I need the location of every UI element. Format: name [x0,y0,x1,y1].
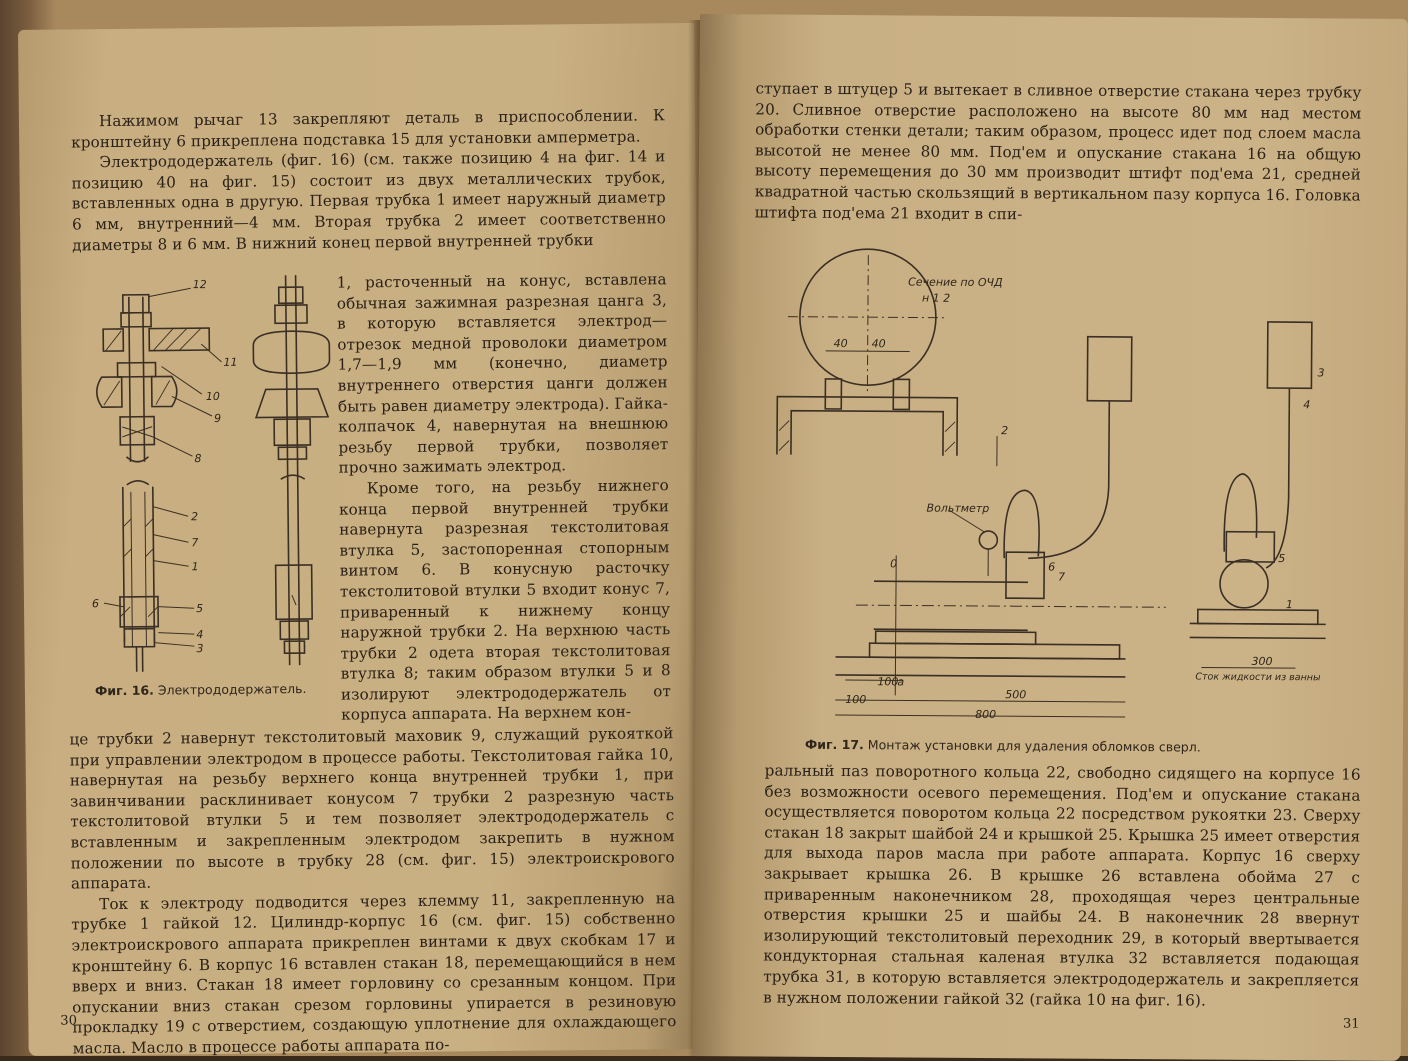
fig17-label: 3 [1317,366,1324,379]
fig16-label: 8 [194,452,201,465]
figure-16-caption [95,681,307,698]
fig16-label: 5 [196,602,203,615]
left-text-column [337,269,672,725]
fig17-label: Сток жидкости из ванны [1195,671,1321,683]
paragraph: Ток к электроду подводится через клемму 11, закрепленную на трубке 1 гайкой 12. Цилиндр-корпус 16 (см. фиг. 15) собственно электроискрового аппарата прикреплен винтами к двух скобкам 17 и кронштейну 6. В корпус 16 вставлен стакан 18, перемещающийся в нем вверх и вниз. Стакан 18 имеет горловину со срезанным концом. При опускании вниз стакан срезом горловины упирается в резиновую прокладку 19 с отверстием, создающую уплотнение для охлаждающего масла. Масло в процессе работы аппарата по- [71,888,677,1059]
fig16-label: 6 [92,597,99,610]
figure-16-number: Фиг. 16. [95,683,154,699]
fig17-label: н 1 2 [922,292,950,305]
right-text-top [755,78,1362,226]
fig17-label: 40 [872,337,886,350]
paragraph: Электрододержатель (фиг. 16) (см. также позицию 4 на фиг. 14 и позицию 40 на фиг. 15) состоит из двух металлических трубок, вставленных одна в другую. Первая трубка 1 имеет наружный диаметр 6 мм, внутренний—4 мм. Вторая трубка 2 имеет соответственно диаметры 8 и 6 мм. В нижний конец первой внутренней трубки [71,146,666,255]
fig16-label: 10 [206,390,220,403]
fig17-label: Сечение по ОЧД [908,275,1003,289]
fig17-label: 5 [1278,552,1285,565]
figure-16-drawing [80,265,334,680]
fig17-label: 300 [1251,655,1272,668]
left-text-bottom [69,723,676,1059]
fig17-label: 100 [877,675,898,688]
fig17-label: 40 [834,337,848,350]
fig17-label: 100 [845,693,866,706]
paragraph: це трубки 2 навернут текстолитовый маховик 9, служащий рукояткой при управлении электродом в процессе работы. Текстолитовая гайка 10, навернутая на резьбу верхнего конца внутренней трубки 1, при завинчивании расклинивает конусом 7 трубки 2 разрезную часть текстолитовой втулки 5 и тем позволяет электрододержатель с вставленным и закрепленным электродом закрепить в нужном положении по высоте в трубку 28 (см. фиг. 15) электроискрового аппарата. [69,723,675,894]
paragraph: ступает в штуцер 5 и вытекает в сливное отверстие стакана через трубку 20. Сливное отверстие расположено на высоте 80 мм над местом обработки стенки детали; таким образом, процесс идет под слоем масла высотой не менее 80 мм. Под'ем и опускание стакана 16 на общую высоту перемещения до 30 мм производит штифт под'ема 21, средней квадратной частью скользящий в вертикальном пазу корпуса 16. Головка штифта под'ема 21 входит в спи- [755,78,1362,226]
left-page [18,23,705,1056]
fig17-label: 6 [1048,560,1055,573]
fig17-label: а [897,675,904,688]
fig17-label: 0 [890,557,897,570]
fig17-label: Вольтметр [927,502,990,515]
paragraph: Нажимом рычаг 13 закрепляют деталь в приспособлении. К кронштейну 6 прикреплена подставка 15 для установки амперметра. [71,105,665,152]
figure-16-title: Электрододержатель. [158,681,307,698]
fig17-label: 2 [1001,424,1008,437]
fig16-label: 4 [196,628,203,641]
paragraph: 1, расточенный на конус, вставлена обычная зажимная разрезная цанга 3, в которую вставляется электрод—отрезок медной проволоки диаметром 1,7—1,9 мм (конечно, диаметр внутреннего отверстия цанги должен быть равен диаметру электрода). Гайка-колпачок 4, навернутая на внешнюю резьбу первой трубки, позволяет прочно зажимать электрод. [337,269,669,478]
fig16-label: 2 [191,510,198,523]
page-number-right: 31 [1343,1017,1360,1032]
fig16-label: 12 [193,278,207,291]
fig16-label: 7 [191,536,198,549]
fig16-label: 9 [214,412,221,425]
fig17-label: 800 [975,708,996,721]
fig17-label: 500 [1005,688,1026,701]
page-number-left: 30 [60,1013,77,1028]
right-text-bottom [763,760,1361,1011]
left-text-top [71,105,666,255]
figure-17-number: Фиг. 17. [805,737,864,752]
fig16-label: 11 [223,356,237,369]
fig17-label: 7 [1058,571,1065,584]
fig16-label: 3 [196,642,203,655]
fig17-label: 4 [1303,398,1310,411]
figure-17-caption [805,737,1201,755]
fig16-label: 1 [192,560,199,573]
paragraph: Кроме того, на резьбу нижнего конца первой внутренней трубки навернута разрезная текстолитовая втулка 5, застопоренная стопорным винтом 6. В конусную расточку текстолитовой втулки 5 входит конус 7, приваренный к нижнему концу наружной трубки 2. На верхнюю часть трубки 2 одета вторая текстолитовая втулка 8; таким образом втулки 5 и 8 изолируют электрододержатель от корпуса аппарата. На верхнем кон- [339,475,672,726]
paragraph: ральный паз поворотного кольца 22, свободно сидящего на корпусе 16 без возможности осевого перемещения. Под'ем и опускание стакана осуществляется поворотом кольца 22 посредством рукоятки 23. Сверху стакан 18 закрыт шайбой 24 и крышкой 25. Крышка 25 имеет отверстия для выхода паров масла при работе аппарата. Корпус 16 сверху закрывает крышка 26. В крышке 26 вставлена обойма 27 с приваренным наконечником 28, проходящая через центральные отверстия крышки 25 и шайбы 24. В наконечник 28 ввернут изолирующий текстолитовый переходник 29, в который ввертывается кондукторная стальная каленая втулка 32 вставляется подающая трубка 31, в которую вставляется электрододержатель и закрепляется в нужном положении гайкой 32 (гайка 10 на фиг. 16). [763,760,1361,1011]
figure-17-title: Монтаж установки для удаления обломков сверл. [868,737,1201,754]
fig17-label: 1 [1286,598,1293,611]
figure-17-drawing [765,254,1338,708]
right-page [693,14,1408,1061]
